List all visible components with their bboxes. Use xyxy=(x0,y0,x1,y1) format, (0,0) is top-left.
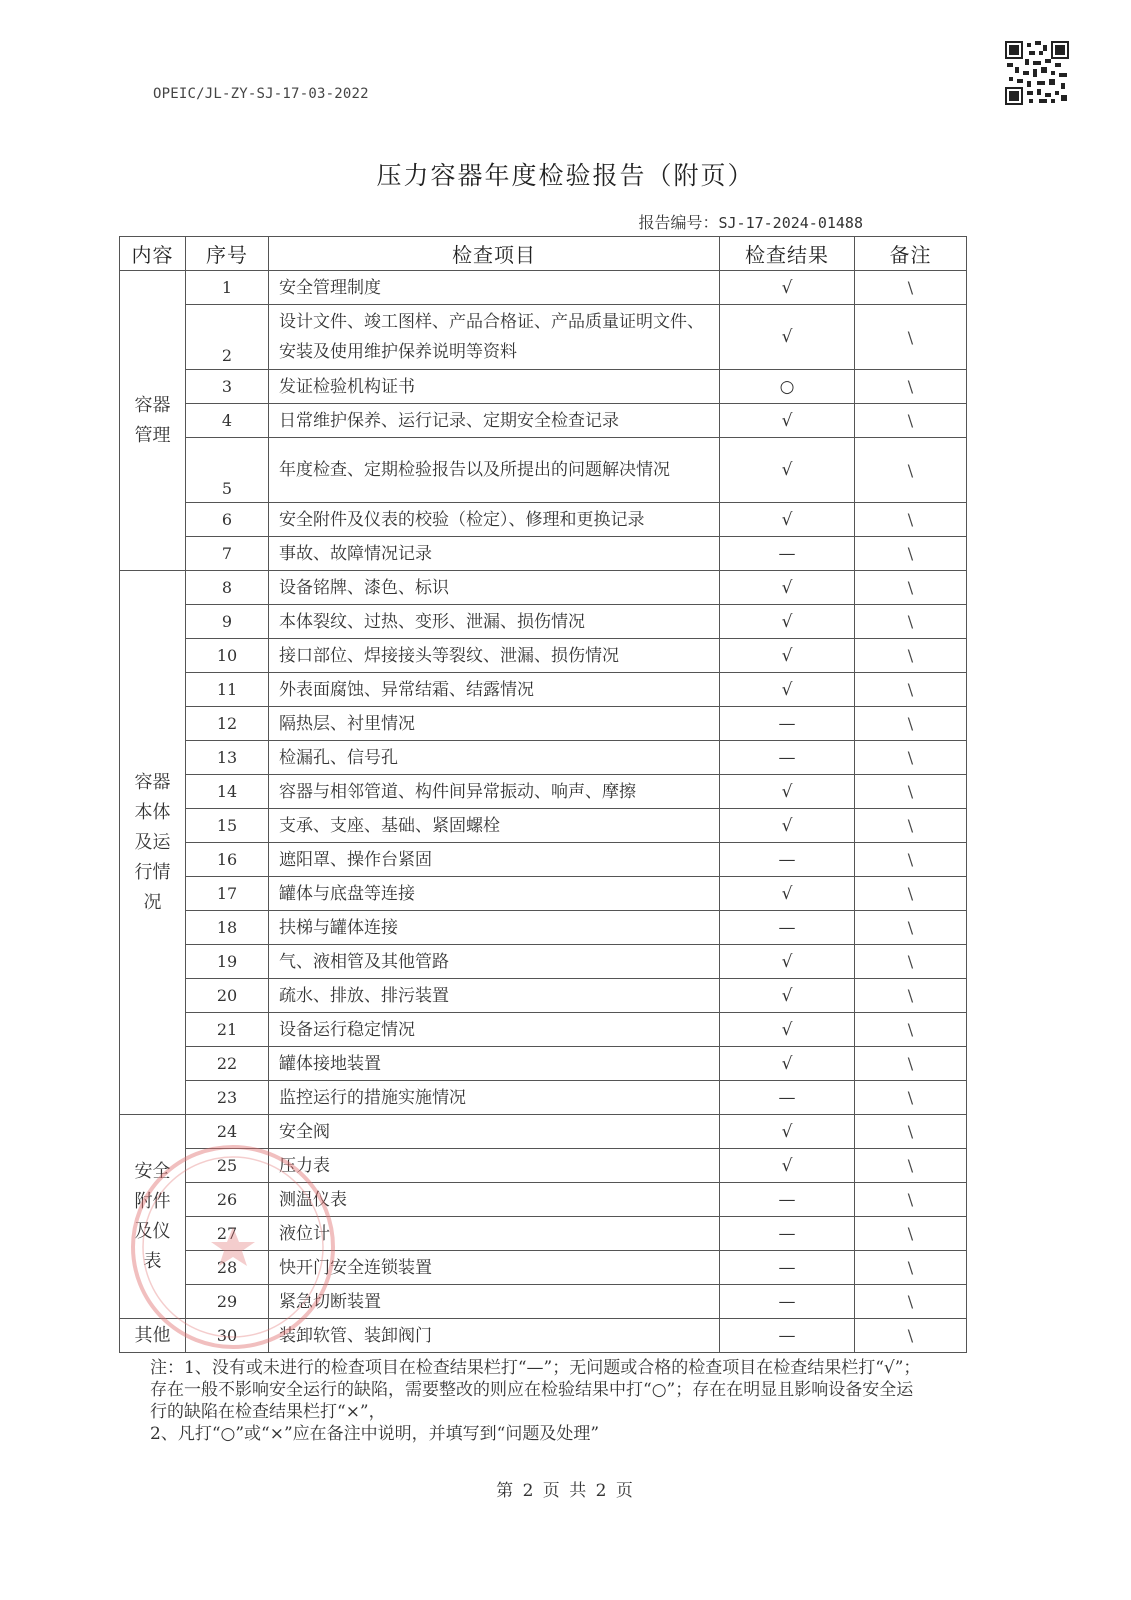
row-number: 21 xyxy=(186,1013,269,1047)
table-row xyxy=(120,673,967,707)
row-result: √ xyxy=(720,809,855,843)
row-number: 20 xyxy=(186,979,269,1013)
row-number: 10 xyxy=(186,639,269,673)
row-item: 支承、支座、基础、紧固螺栓 xyxy=(269,809,720,843)
row-remark: \ xyxy=(855,404,967,438)
row-remark: \ xyxy=(855,673,967,707)
row-remark: \ xyxy=(855,571,967,605)
row-result: — xyxy=(720,707,855,741)
row-number: 24 xyxy=(186,1115,269,1149)
row-remark: \ xyxy=(855,741,967,775)
row-result: √ xyxy=(720,1047,855,1081)
row-item: 测温仪表 xyxy=(269,1183,720,1217)
row-item: 气、液相管及其他管路 xyxy=(269,945,720,979)
row-number: 19 xyxy=(186,945,269,979)
row-remark: \ xyxy=(855,1115,967,1149)
row-number: 13 xyxy=(186,741,269,775)
row-remark: \ xyxy=(855,707,967,741)
row-result: √ xyxy=(720,404,855,438)
row-remark: \ xyxy=(855,1319,967,1353)
note-line-2: 2、凡打“○”或“×”应在备注中说明，并填写到“问题及处理” xyxy=(150,1424,600,1444)
header-result: 检查结果 xyxy=(720,237,855,271)
row-result: √ xyxy=(720,1013,855,1047)
row-result: √ xyxy=(720,673,855,707)
row-item: 遮阳罩、操作台紧固 xyxy=(269,843,720,877)
row-result: √ xyxy=(720,1115,855,1149)
row-remark: \ xyxy=(855,271,967,305)
row-item: 发证检验机构证书 xyxy=(269,370,720,404)
row-number: 5 xyxy=(186,438,269,503)
row-remark: \ xyxy=(855,1047,967,1081)
row-number: 7 xyxy=(186,537,269,571)
table-row xyxy=(120,370,967,404)
row-number: 17 xyxy=(186,877,269,911)
row-item: 检漏孔、信号孔 xyxy=(269,741,720,775)
row-item: 监控运行的措施实施情况 xyxy=(269,1081,720,1115)
table-row xyxy=(120,911,967,945)
row-remark: \ xyxy=(855,1081,967,1115)
table-row xyxy=(120,1081,967,1115)
table-row xyxy=(120,305,967,370)
row-number: 3 xyxy=(186,370,269,404)
row-item: 压力表 xyxy=(269,1149,720,1183)
row-result: √ xyxy=(720,438,855,503)
row-number: 16 xyxy=(186,843,269,877)
row-remark: \ xyxy=(855,911,967,945)
row-remark: \ xyxy=(855,605,967,639)
table-row xyxy=(120,1047,967,1081)
row-result: √ xyxy=(720,571,855,605)
table-row xyxy=(120,843,967,877)
row-result: √ xyxy=(720,605,855,639)
report-number xyxy=(638,210,863,233)
row-result: √ xyxy=(720,271,855,305)
row-item: 装卸软管、装卸阀门 xyxy=(269,1319,720,1353)
row-number: 12 xyxy=(186,707,269,741)
table-row xyxy=(120,639,967,673)
table-row xyxy=(120,979,967,1013)
row-item: 安全管理制度 xyxy=(269,271,720,305)
row-item: 隔热层、衬里情况 xyxy=(269,707,720,741)
row-number: 18 xyxy=(186,911,269,945)
row-item: 年度检查、定期检验报告以及所提出的问题解决情况 xyxy=(269,438,720,503)
row-result: — xyxy=(720,741,855,775)
row-number: 1 xyxy=(186,271,269,305)
row-number: 6 xyxy=(186,503,269,537)
row-remark: \ xyxy=(855,945,967,979)
row-item: 容器与相邻管道、构件间异常振动、响声、摩擦 xyxy=(269,775,720,809)
row-number: 23 xyxy=(186,1081,269,1115)
category-cell xyxy=(120,571,186,1115)
row-item: 外表面腐蚀、异常结霜、结露情况 xyxy=(269,673,720,707)
table-row xyxy=(120,809,967,843)
table-row xyxy=(120,945,967,979)
row-item: 液位计 xyxy=(269,1217,720,1251)
row-remark: \ xyxy=(855,877,967,911)
row-remark: \ xyxy=(855,537,967,571)
document-code: OPEIC/JL-ZY-SJ-17-03-2022 xyxy=(153,86,369,102)
row-item: 罐体接地装置 xyxy=(269,1047,720,1081)
row-result: √ xyxy=(720,305,855,370)
row-item: 设备运行稳定情况 xyxy=(269,1013,720,1047)
row-number: 28 xyxy=(186,1251,269,1285)
row-result: — xyxy=(720,1183,855,1217)
row-number: 15 xyxy=(186,809,269,843)
row-remark: \ xyxy=(855,775,967,809)
row-number: 29 xyxy=(186,1285,269,1319)
row-result: — xyxy=(720,1217,855,1251)
table-row xyxy=(120,404,967,438)
row-item: 安全附件及仪表的校验（检定）、修理和更换记录 xyxy=(269,503,720,537)
row-remark: \ xyxy=(855,639,967,673)
row-remark: \ xyxy=(855,979,967,1013)
row-result: — xyxy=(720,911,855,945)
page-title: 压力容器年度检验报告（附页） xyxy=(376,161,755,190)
notes xyxy=(150,1357,930,1445)
row-number: 30 xyxy=(186,1319,269,1353)
row-item: 日常维护保养、运行记录、定期安全检查记录 xyxy=(269,404,720,438)
row-remark: \ xyxy=(855,843,967,877)
header-remark: 备注 xyxy=(855,237,967,271)
row-remark: \ xyxy=(855,1013,967,1047)
row-item: 快开门安全连锁装置 xyxy=(269,1251,720,1285)
table-row xyxy=(120,271,967,305)
header-item: 检查项目 xyxy=(269,237,720,271)
row-remark: \ xyxy=(855,809,967,843)
row-remark: \ xyxy=(855,1183,967,1217)
row-result: √ xyxy=(720,503,855,537)
row-result: √ xyxy=(720,945,855,979)
row-item: 疏水、排放、排污装置 xyxy=(269,979,720,1013)
row-number: 11 xyxy=(186,673,269,707)
category-label: 其他 xyxy=(134,1324,171,1346)
row-number: 26 xyxy=(186,1183,269,1217)
note-line-1: 注：1、没有或未进行的检查项目在检查结果栏打“—”；无问题或合格的检查项目在检查结果栏打“√”；存在一般不影响安全运行的缺陷，需要整改的则应在检验结果中打“○”；存在在明显且影响设备安全运行的缺陷在检查结果栏打“×”， xyxy=(150,1358,921,1422)
row-result: — xyxy=(720,537,855,571)
table-row xyxy=(120,438,967,503)
row-remark: \ xyxy=(855,305,967,370)
category-label: 容器管理 xyxy=(134,394,171,446)
header-content: 内容 xyxy=(120,237,186,271)
row-number: 27 xyxy=(186,1217,269,1251)
table-row xyxy=(120,877,967,911)
row-item: 设备铭牌、漆色、标识 xyxy=(269,571,720,605)
row-remark: \ xyxy=(855,438,967,503)
row-result: — xyxy=(720,1081,855,1115)
row-result: √ xyxy=(720,775,855,809)
category-label: 容器本体及运行情况 xyxy=(134,771,171,913)
row-remark: \ xyxy=(855,1285,967,1319)
row-item: 罐体与底盘等连接 xyxy=(269,877,720,911)
table-row xyxy=(120,741,967,775)
row-number: 25 xyxy=(186,1149,269,1183)
row-result: — xyxy=(720,1251,855,1285)
table-row xyxy=(120,1013,967,1047)
row-number: 9 xyxy=(186,605,269,639)
table-row xyxy=(120,775,967,809)
row-number: 8 xyxy=(186,571,269,605)
row-number: 14 xyxy=(186,775,269,809)
row-remark: \ xyxy=(855,1217,967,1251)
row-item: 扶梯与罐体连接 xyxy=(269,911,720,945)
seal-stamp xyxy=(118,1132,348,1362)
row-item: 紧急切断装置 xyxy=(269,1285,720,1319)
row-number: 2 xyxy=(186,305,269,370)
row-result: ○ xyxy=(720,370,855,404)
table-row xyxy=(120,503,967,537)
row-result: √ xyxy=(720,877,855,911)
row-number: 4 xyxy=(186,404,269,438)
category-label: 安全附件及仪表 xyxy=(134,1160,171,1272)
page-number: 第 2 页 共 2 页 xyxy=(496,1481,635,1501)
row-remark: \ xyxy=(855,370,967,404)
row-result: √ xyxy=(720,979,855,1013)
row-remark: \ xyxy=(855,503,967,537)
row-item: 事故、故障情况记录 xyxy=(269,537,720,571)
table-row xyxy=(120,537,967,571)
row-item: 安全阀 xyxy=(269,1115,720,1149)
table-row xyxy=(120,605,967,639)
row-remark: \ xyxy=(855,1251,967,1285)
row-item: 本体裂纹、过热、变形、泄漏、损伤情况 xyxy=(269,605,720,639)
row-result: — xyxy=(720,843,855,877)
category-cell xyxy=(120,271,186,571)
report-number-value: SJ-17-2024-01488 xyxy=(718,214,863,232)
row-result: √ xyxy=(720,1149,855,1183)
row-remark: \ xyxy=(855,1149,967,1183)
header-serial: 序号 xyxy=(186,237,269,271)
table-row xyxy=(120,571,967,605)
report-number-label: 报告编号： xyxy=(638,213,719,232)
row-item: 设计文件、竣工图样、产品合格证、产品质量证明文件、安装及使用维护保养说明等资料 xyxy=(269,305,720,370)
row-item: 接口部位、焊接接头等裂纹、泄漏、损伤情况 xyxy=(269,639,720,673)
row-number: 22 xyxy=(186,1047,269,1081)
qr-code xyxy=(1005,41,1069,105)
table-row xyxy=(120,707,967,741)
row-result: √ xyxy=(720,639,855,673)
row-result: — xyxy=(720,1285,855,1319)
row-result: — xyxy=(720,1319,855,1353)
